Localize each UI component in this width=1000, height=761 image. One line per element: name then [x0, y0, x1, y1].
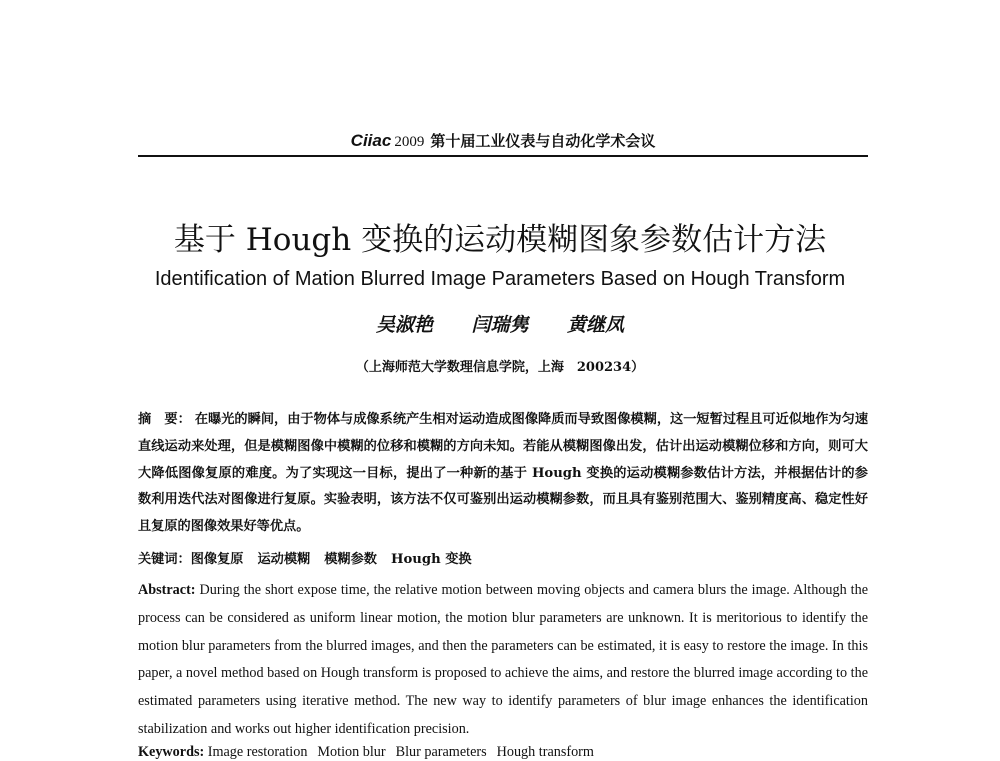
abstract-english: [138, 577, 868, 744]
keyword: 运动模糊: [257, 552, 311, 567]
keyword: Hough 变换: [391, 552, 472, 567]
author-list: [100, 310, 900, 337]
paper-title-chinese: 基于 Hough 变换的运动模糊图象参数估计方法: [173, 222, 827, 258]
abstract-english-label: Abstract:: [138, 582, 196, 598]
keyword: 模糊参数: [324, 552, 377, 567]
keywords-english: [138, 744, 868, 761]
abstract-chinese: [138, 407, 868, 541]
author-name: 吴淑艳: [375, 314, 433, 336]
author-name: 黄继凤: [567, 314, 625, 336]
conference-year: 2009: [394, 134, 425, 150]
abstract-chinese-label: 摘 要：: [138, 412, 191, 427]
conference-name: 第十届工业仪表与自动化学术会议: [430, 132, 656, 150]
author-affiliation: （上海师范大学数理信息学院，上海 200234）: [355, 360, 645, 375]
keyword: Hough transform: [496, 744, 594, 760]
keywords-chinese: [138, 548, 868, 567]
running-header: [138, 130, 868, 157]
keywords-english-label: Keywords:: [138, 744, 205, 760]
abstract-english-text: During the short expose time, the relative motion between moving objects and camera blurs the image. Although the process can be considered as uniform linear motion, the motion blur parameters are unknown. It is meritorious to identify the motion blur parameters from the blurred images, and then the parameters can be estimated, it is easy to restore the image. In this paper, a novel method based on Hough transform is proposed to achieve the aims, and restore the blurred image according to the estimated parameters using iterative method. The new way to identify parameters of blur image enhances the identification stabilization and works out higher identification precision.: [138, 582, 869, 737]
author-name: 闫瑞隽: [471, 314, 529, 336]
abstract-chinese-text: 在曝光的瞬间，由于物体与成像系统产生相对运动造成图像降质而导致图像模糊，这一短暂过程且可近似地作为匀速直线运动来处理，但是模糊图像中模糊的位移和模糊的方向未知。若能从模糊图像出发，估计出运动模糊位移和方向，则可大大降低图像复原的难度。为了实现这一目标，提出了一种新的基于 Hough 变换的运动模糊参数估计方法，并根据估计的参数利用迭代法对图像进行复原。实验表明，该方法不仅可鉴别出运动模糊参数，而且具有鉴别范围大、鉴别精度高、稳定性好且复原的图像效果好等优点。: [138, 412, 869, 535]
keyword: 图像复原: [190, 552, 244, 567]
keyword: Blur parameters: [395, 744, 487, 760]
paper-title-english: Identification of Mation Blurred Image Parameters Based on Hough Transform: [154, 268, 846, 290]
keyword: Image restoration: [207, 744, 308, 760]
keywords-chinese-label: 关键词：: [138, 552, 191, 567]
keyword: Motion blur: [317, 744, 386, 760]
conference-logo: Ciiac: [350, 131, 392, 150]
